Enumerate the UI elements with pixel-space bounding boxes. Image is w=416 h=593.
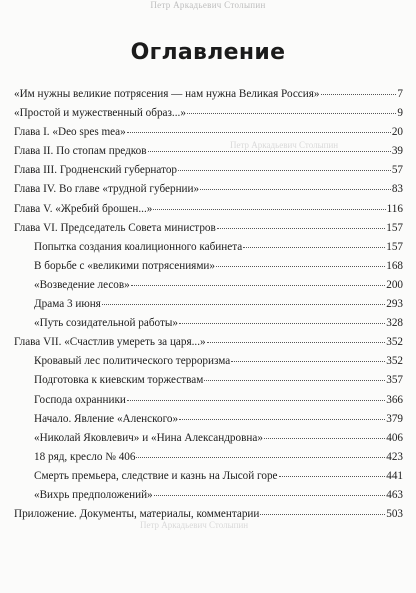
toc-entry-title: Глава VI. Председатель Совета министров [14,221,216,234]
toc-page-number: 366 [386,393,403,406]
toc-entry-title: «Простой и мужественный образ...» [14,107,186,120]
dot-leader [243,246,385,248]
toc-subentry [14,486,403,505]
toc-page-number: 7 [397,88,403,100]
running-head: Петр Аркадьевич Столыпин [150,0,266,10]
dot-leader [187,112,396,114]
toc-subentry [14,238,403,257]
toc-page-number: 293 [386,298,403,311]
toc-entry-title: Глава II. По стопам предков [14,145,147,158]
dot-leader [207,341,386,343]
toc-page-number: 328 [386,317,403,330]
toc-page-number: 116 [386,202,403,215]
toc-page-number: 20 [391,126,403,139]
toc-page-number: 423 [386,450,403,463]
dot-leader [279,475,386,477]
toc-entry [14,85,403,104]
toc-entry-title: Глава III. Гродненский губернатор [14,164,178,177]
toc-page-number: 39 [391,145,403,158]
toc-subentry [14,448,403,467]
dot-leader [260,513,385,515]
toc-entry [14,123,403,142]
page-title: Оглавление [130,40,286,65]
dot-leader [264,437,385,439]
toc-entry-title: «Путь созидательной работы» [34,317,178,330]
dot-leader [127,131,391,133]
dot-leader [216,265,385,267]
toc-subentry [14,257,403,276]
dot-leader [200,188,391,190]
toc-entry-title: «Им нужны великие потрясения — нам нужна Великая Россия» [14,88,320,100]
dot-leader [179,418,385,420]
toc-entry-title: 18 ряд, кресло № 406 [34,450,136,463]
toc-subentry [14,410,403,429]
toc-page-number: 463 [386,488,403,501]
toc-page-number: 157 [386,221,403,234]
toc-entry [14,142,403,161]
toc-subentry [14,276,403,295]
toc-entry [14,200,403,219]
toc-entry-title: Смерть премьера, следствие и казнь на Лысой горе [34,469,278,482]
table-of-contents [14,85,403,524]
toc-subentry [14,314,403,333]
toc-page-number: 157 [386,240,403,253]
toc-subentry [14,391,403,410]
toc-entry [14,161,403,180]
dot-leader [127,399,385,401]
toc-entry-title: Господа охранники [34,393,126,406]
toc-entry-title: Глава I. «Deo spes mea» [14,126,126,139]
toc-entry [14,333,403,352]
dot-leader [321,93,397,95]
dot-leader [102,303,385,305]
toc-subentry [14,295,403,314]
toc-subentry [14,429,403,448]
toc-entry-title: Начало. Явление «Аленского» [34,412,179,425]
show-through-text: Петр Аркадьевич Столыпин [230,140,339,150]
toc-page-number: 200 [386,278,403,291]
dot-leader [148,150,391,152]
toc-entry [14,219,403,238]
toc-entry-title: Попытка создания коалиционного кабинета [34,240,243,253]
toc-page-number: 83 [391,183,403,196]
toc-entry-title: Приложение. Документы, материалы, комментарии [14,508,260,521]
dot-leader [178,169,391,171]
toc-page-number: 441 [386,469,403,482]
toc-page-number: 57 [391,164,403,177]
toc-entry-title: «Возведение лесов» [34,278,130,291]
dot-leader [204,379,385,381]
dot-leader [217,227,385,229]
toc-entry-title: Глава V. «Жребий брошен...» [14,202,153,215]
dot-leader [179,322,385,324]
toc-page-number: 357 [386,374,403,387]
toc-entry-title: Глава IV. Во главе «трудной губернии» [14,183,200,196]
toc-entry-title: Подготовка к киевским торжествам [34,374,204,387]
toc-page-number: 9 [397,107,403,120]
dot-leader [136,456,385,458]
dot-leader [153,208,385,210]
toc-entry-title: Драма 3 июня [34,298,101,311]
toc-entry-title: «Николай Яковлевич» и «Нина Александровна» [34,431,263,444]
toc-entry-title: «Вихрь предположений» [34,488,153,501]
toc-entry-title: Глава VII. «Счастлив умереть за царя...» [14,336,206,349]
toc-entry-title: Кровавый лес политического терроризма [34,355,231,368]
toc-entry [14,180,403,199]
toc-entry [14,505,403,524]
toc-page-number: 406 [386,431,403,444]
toc-subentry [14,352,403,371]
dot-leader [231,360,385,362]
toc-subentry [14,371,403,390]
toc-page-number: 503 [386,508,403,521]
toc-page-number: 352 [386,336,403,349]
toc-entry-title: В борьбе с «великими потрясениями» [34,259,215,272]
dot-leader [154,494,386,496]
toc-entry [14,104,403,123]
dot-leader [131,284,385,286]
toc-page-number: 352 [386,355,403,368]
toc-subentry [14,467,403,486]
toc-page-number: 168 [386,259,403,272]
toc-page-number: 379 [386,412,403,425]
show-through-text: Петр Аркадьевич Столыпин [140,520,249,530]
